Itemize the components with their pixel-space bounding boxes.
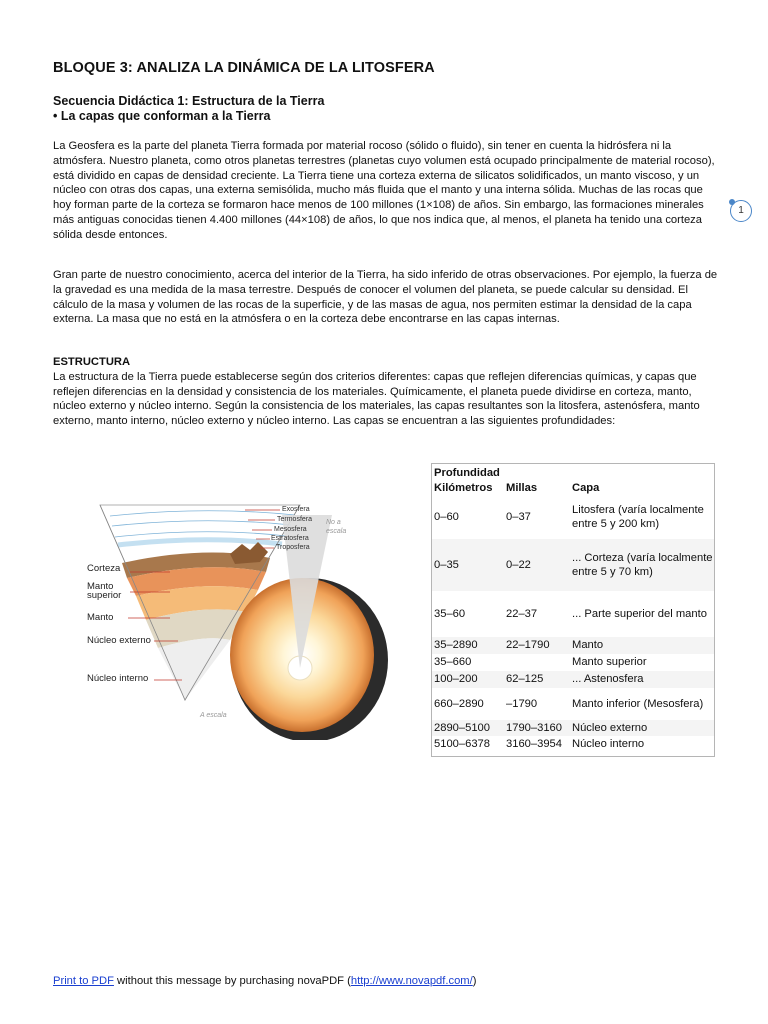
label-troposfera: Troposfera (276, 544, 310, 551)
novapdf-link[interactable]: http://www.novapdf.com/ (350, 975, 473, 987)
cell-km: 35–660 (434, 656, 472, 669)
cell-layer: Litosfera (varía localmente entre 5 y 200 km) (572, 503, 704, 530)
label-manto-superior-2: superior (87, 590, 122, 601)
note-no-a: No a (326, 519, 341, 526)
table-row (432, 736, 714, 752)
paragraph-geosfera (53, 139, 718, 243)
cell-km: 2890–5100 (434, 721, 490, 734)
paragraph-text: La estructura de la Tierra puede establecerse según dos criterios diferentes: capas que reflejen diferencias químicas, y capas que reflejen diferencias en la densidad y consistencia de los materiales. Químicamente, el planeta puede dividirse en corteza, manto, núcleo externo y núcleo interno. Según la consistencia de los materiales, las capas resultantes son la litosfera, astenósfera, manto externo, manto interno, núcleo externo y núcleo interno. Las capas se encuentran a las siguientes profundidades: (53, 370, 700, 428)
label-nucleo-externo: Núcleo externo (87, 635, 151, 646)
label-manto: Manto (87, 612, 114, 623)
cell-km: 0–60 (434, 510, 459, 523)
cell-km: 35–60 (434, 607, 466, 620)
table-row (432, 637, 714, 654)
depth-table (431, 463, 715, 757)
page-title: BLOQUE 3: ANALIZA LA DINÁMICA DE LA LITOSFERA (53, 60, 435, 76)
label-corteza: Corteza (87, 563, 121, 574)
label-nucleo-interno: Núcleo interno (87, 673, 149, 684)
cell-miles: 0–37 (506, 510, 531, 523)
paragraph-text: La Geosfera es la parte del planeta Tierra formada por material rocoso (sólido o fluido), sin tener en cuenta la hidrósfera ni la atmósfera. Nuestro planeta, como otros planetas terrestres (planetas cuyo volumen está ocupado principalmente de material rocoso), está dividido en capas de densidad creciente. La Tierra tiene una corteza externa de silicatos solidificados, un manto viscoso, y un núcleo con otras dos capas, una externa semisólida, mucho más fluida que el manto y una interna sólida. Muchas de las rocas que hoy forman parte de la corteza se formaron hace menos de 100 millones (1×108) de años. Sin embargo, las formaciones minerales más antiguas conocidas tienen 4.400 millones (44×108) de años, lo que nos indica que, al menos, el planeta ha tenido una corteza sólida desde entonces. (53, 140, 715, 241)
cell-miles: –1790 (506, 697, 538, 710)
cell-layer: ... Parte superior del manto (572, 607, 707, 620)
table-row (432, 720, 714, 736)
table-group-header: Profundidad (434, 467, 500, 479)
section-subtitle (53, 94, 324, 124)
table-row (432, 539, 714, 591)
subtitle-line-1: Secuencia Didáctica 1: Estructura de la Tierra (53, 94, 325, 108)
label-termosfera: Termosfera (277, 516, 313, 523)
cell-km: 5100–6378 (434, 737, 490, 750)
column-header-miles: Millas (506, 481, 538, 494)
paragraph-conocimiento (53, 268, 718, 327)
comment-marker[interactable]: 1 (730, 200, 752, 222)
cell-layer: Núcleo externo (572, 721, 648, 734)
note-escala: escala (326, 528, 347, 535)
table-row (432, 591, 714, 637)
cell-miles: 0–22 (506, 558, 531, 571)
cell-layer: Núcleo interno (572, 737, 645, 750)
note-a-escala: A escala (200, 712, 227, 719)
cell-km: 0–35 (434, 558, 459, 571)
table-row (432, 495, 714, 539)
paragraph-estructura (53, 355, 718, 429)
cell-miles: 62–125 (506, 673, 544, 686)
earth-structure-diagram (70, 490, 415, 740)
label-mesosfera: Mesosfera (274, 526, 307, 533)
section-heading: ESTRUCTURA (53, 356, 131, 368)
cell-miles (504, 654, 570, 671)
inner-core-layer (158, 638, 230, 700)
cell-km: 660–2890 (434, 697, 484, 710)
cell-layer: Manto inferior (Mesosfera) (572, 697, 704, 710)
table-row (432, 671, 714, 688)
paragraph-text: Gran parte de nuestro conocimiento, acerca del interior de la Tierra, ha sido inferido de otras observaciones. Por ejemplo, la fuerza de la gravedad es una medida de la masa terrestre. Después de conocer el volumen del planeta, se puede calcular su densidad. El cálculo de la masa y volumen de las rocas de la superficie, y de las masas de agua, nos permiten estimar la densidad de la capa externa. La masa que no está en la atmósfera o en la corteza debe encontrarse en las capas internas. (53, 269, 718, 326)
cell-miles: 1790–3160 (506, 721, 562, 734)
table-row (432, 654, 714, 671)
column-header-layer: Capa (572, 481, 600, 494)
subtitle-line-2: • La capas que conforman a la Tierra (53, 109, 271, 123)
cell-layer: Manto superior (572, 656, 647, 669)
label-estratosfera: Estratosfera (271, 535, 309, 542)
cell-layer: ... Corteza (varía localmente entre 5 y 70 km) (572, 551, 713, 578)
table-row (432, 688, 714, 720)
cell-miles: 22–1790 (506, 639, 550, 652)
pdf-footer (53, 975, 476, 987)
print-to-pdf-link[interactable]: Print to PDF (53, 975, 114, 987)
column-header-km: Kilómetros (434, 481, 493, 494)
cell-km: 100–200 (434, 673, 478, 686)
cell-miles: 3160–3954 (506, 737, 562, 750)
cell-miles: 22–37 (506, 607, 538, 620)
cell-layer: Manto (572, 639, 604, 652)
cell-layer: ... Astenosfera (572, 673, 644, 686)
label-exosfera: Exosfera (282, 506, 310, 513)
footer-text: without this message by purchasing novaPDF ( (113, 975, 351, 987)
cell-km: 35–2890 (434, 639, 478, 652)
footer-text-end: ) (472, 975, 477, 987)
label-manto-superior-1: Manto (87, 581, 114, 592)
